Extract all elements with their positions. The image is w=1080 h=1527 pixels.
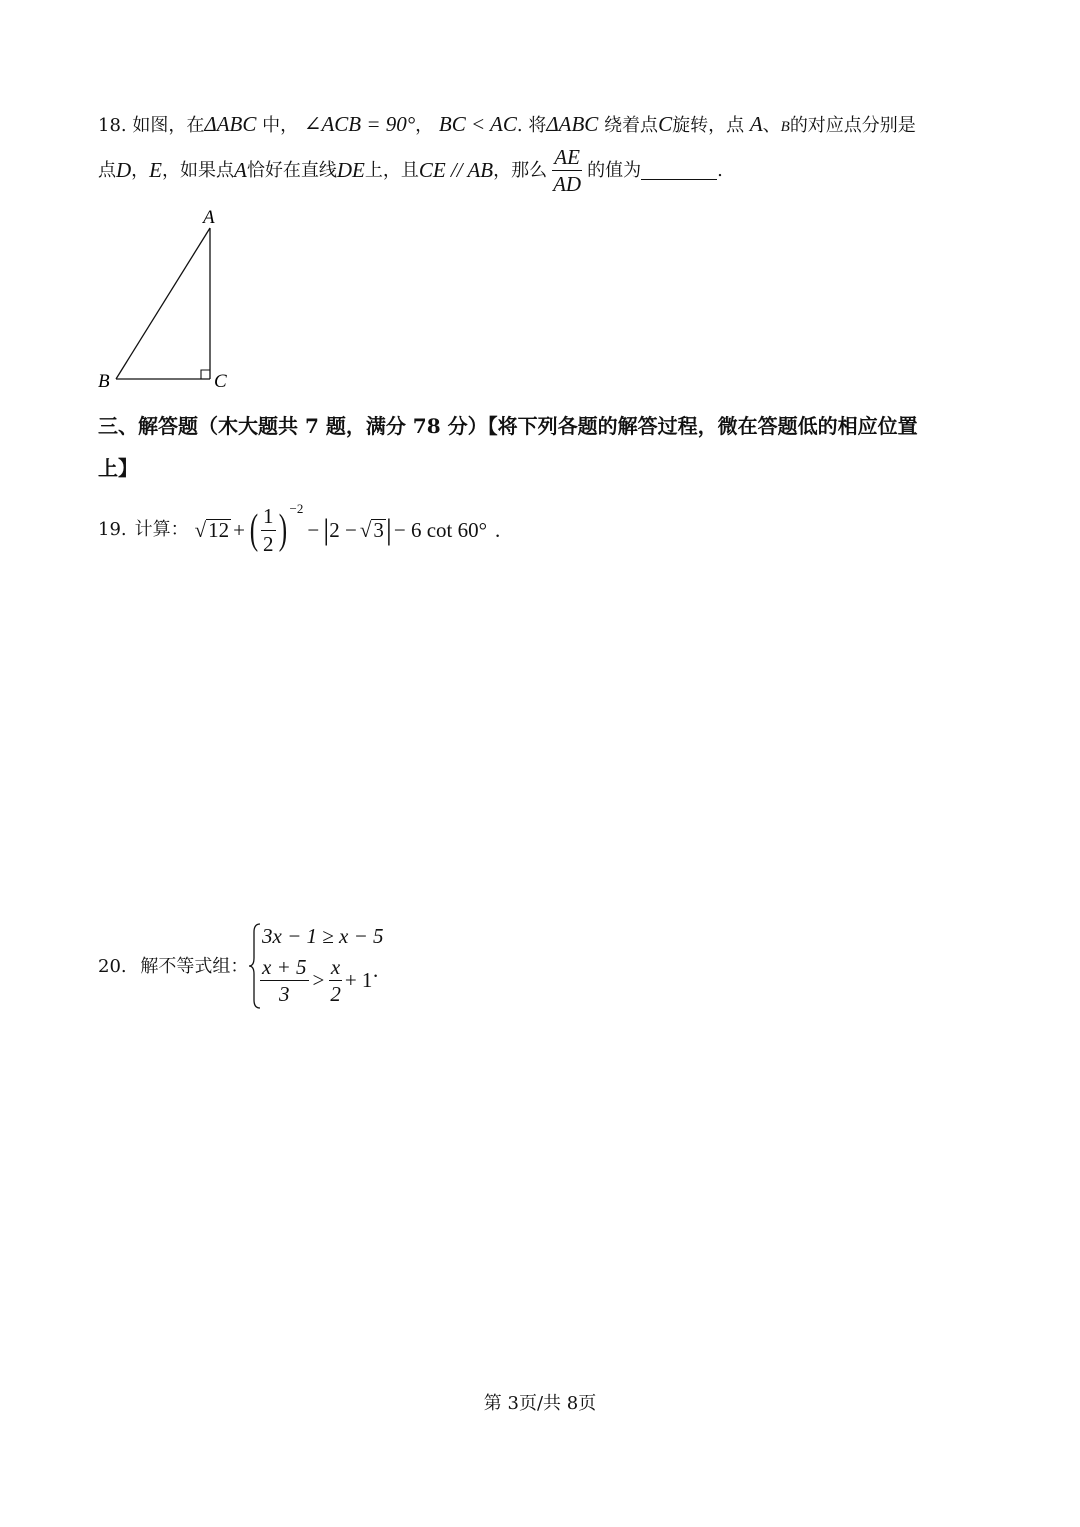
- fraction-ae-ad: $\frac{AE}{AD}$: [553, 145, 582, 197]
- triangle-symbol: Δ: [204, 112, 217, 136]
- question-number: 20.: [98, 956, 127, 977]
- parallel-relation: CE // AB: [418, 158, 494, 183]
- page-footer: 第 3页/共 8页: [483, 1393, 597, 1414]
- side-ab: [116, 228, 210, 379]
- question-18-line-2: 点 D ， E ，如果点 A 恰好在直线 DE 上，且 CE // AB ，那么 $\frac{AE}{AD}$ 的值为 .: [98, 145, 723, 197]
- question-18-line-1: 18. 如图，在ΔABC 中， ∠ACB = 90°， BC < AC. 将ΔABC 绕着点C旋转，点 A、B的对应点分别是: [98, 112, 916, 136]
- vertex-label-a: A: [203, 207, 215, 228]
- side-inequality: BC < AC: [438, 112, 517, 136]
- abs-bar-left: |: [323, 513, 330, 546]
- section-heading: 三、解答题（木大题共 7 题，满分 78 分）【将下列各题的解答过程，微在答题低的相应位置: [98, 414, 918, 438]
- sqrt-sign: √: [194, 517, 207, 542]
- sqrt-sign: √: [359, 517, 372, 542]
- right-paren: ): [278, 507, 287, 553]
- exponent: −2: [289, 501, 304, 516]
- question-number: 19.: [98, 519, 127, 540]
- abs-bar-right: |: [385, 513, 392, 546]
- section-heading-continued: 上】: [98, 456, 138, 480]
- left-paren: (: [249, 507, 259, 553]
- vertex-label-b: B: [98, 371, 110, 392]
- inequality-2: $\frac{x + 5}{3}$ > $\frac{x}{2}$ + 1: [262, 955, 373, 1007]
- fraction-x-plus-5-over-3: $\frac{x + 5}{3}$: [262, 955, 307, 1007]
- question-number: 18.: [98, 115, 127, 136]
- fraction-one-half: $\frac{1}{2}$: [263, 504, 274, 556]
- right-angle-mark: [201, 370, 210, 379]
- inequality-1: 3x − 1 ≥ x − 5: [262, 924, 384, 948]
- angle-equation: ∠ACB = 90°: [303, 112, 416, 136]
- triangle-figure: [90, 200, 250, 395]
- answer-blank[interactable]: [641, 161, 717, 180]
- fraction-x-over-2: $\frac{x}{2}$: [330, 955, 341, 1007]
- question-19: 19. 计算： √ 12 + ( $\frac{1}{2}$ ) −2 − | 2 − √ 3 | − 6 cot 60° .: [98, 501, 501, 556]
- question-20-label: 20. 解不等式组：: [98, 956, 249, 977]
- question-20-end: .: [373, 958, 379, 982]
- vertex-label-c: C: [214, 371, 227, 392]
